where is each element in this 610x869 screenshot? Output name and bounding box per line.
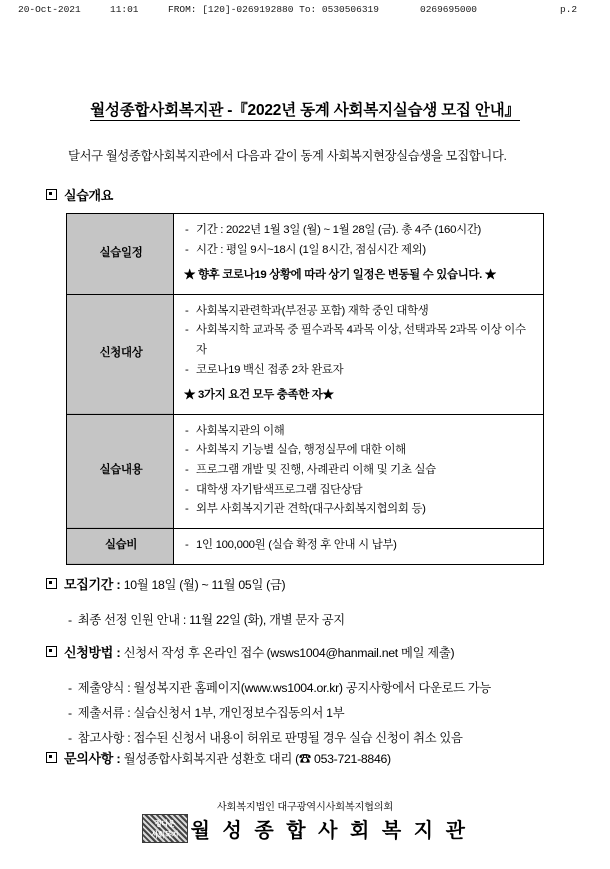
dash-marker: - [68, 681, 72, 695]
section-heading-period [46, 574, 285, 593]
list-item: - 1인 100,000원 (실습 확정 후 안내 시 납부) [184, 536, 535, 556]
row-note-target: ★ 3가지 요건 모두 충족한 자★ [184, 389, 334, 402]
list-item: - 사회복지관의 이해 [184, 422, 535, 442]
page-title-text: 월성종합사회복지관 -『2022년 동계 사회복지실습생 모집 안내』 [90, 102, 520, 119]
apply-sub-item-1 [68, 678, 491, 696]
list-item: - 사회복지관련학과(부전공 포함) 재학 중인 대학생 [184, 302, 535, 322]
logo-badge-line1: 정다운 [154, 819, 175, 828]
row-body-fee [174, 528, 544, 564]
fax-from: FROM: [120]-0269192880 To: 0530506319 [168, 4, 379, 15]
section-heading-contact [46, 748, 391, 767]
section-heading-period-label: 모집기간 : [64, 577, 121, 592]
square-bullet-icon [46, 189, 57, 200]
table-row [67, 414, 544, 528]
section-heading-overview-label: 실습개요 [64, 188, 114, 203]
fax-time: 11:01 [110, 4, 139, 15]
apply-sub-item-3-text: 참고사항 : 접수된 신청서 내용이 허위로 판명될 경우 실습 신청이 취소 있음 [77, 731, 463, 745]
period-sub-item-1 [68, 610, 345, 628]
row-body-schedule [174, 214, 544, 295]
list-item: - 기간 : 2022년 1월 3일 (월) ~ 1월 28일 (금). 총 4주 (160시간) [184, 221, 535, 241]
organization-name: 월 성 종 합 사 회 복 지 관 [190, 820, 469, 842]
fax-number: 0269695000 [420, 4, 478, 15]
row-label-target: 신청대상 [67, 294, 174, 414]
table-row [67, 294, 544, 414]
list-item: - 사회복지학 교과목 중 필수과목 4과목 이상, 선택과목 2과목 이상 이수자 [184, 321, 535, 360]
square-bullet-icon [46, 646, 57, 657]
section-apply-value: 신청서 작성 후 온라인 접수 (wsws1004@hanmail.net 메일 제출) [123, 646, 455, 660]
square-bullet-icon [46, 752, 57, 763]
page-title [0, 98, 610, 120]
list-item: - 프로그램 개발 및 진행, 사례관리 이해 및 기초 실습 [184, 461, 535, 481]
list-item: - 코로나19 백신 접종 2차 완료자 [184, 361, 535, 381]
row-label-schedule: 실습일정 [67, 214, 174, 295]
table-row [67, 214, 544, 295]
row-body-target [174, 294, 544, 414]
apply-sub-item-3 [68, 728, 463, 746]
section-heading-contact-label: 문의사항 : [64, 751, 121, 766]
section-heading-overview [46, 185, 113, 204]
logo-badge-line2: 사회복지 [151, 830, 179, 839]
apply-sub-item-2 [68, 703, 344, 721]
dash-marker: - [68, 731, 72, 745]
section-period-value: 10월 18일 (월) ~ 11월 05일 (금) [123, 578, 286, 592]
section-heading-apply-label: 신청방법 : [64, 645, 121, 660]
list-item: - 외부 사회복지기관 견학(대구사회복지협의회 등) [184, 500, 535, 520]
document-page [0, 30, 610, 869]
dash-marker: - [68, 613, 72, 627]
list-item: - 사회복지 기능별 실습, 행정실무에 대한 이해 [184, 441, 535, 461]
list-item: - 대학생 자기탐색프로그램 집단상담 [184, 481, 535, 501]
footer-corporation-line: 사회복지법인 대구광역시사회복지협의회 [216, 802, 394, 813]
row-note-schedule: ★ 향후 코로나19 상황에 따라 상기 일정은 변동될 수 있습니다. ★ [184, 269, 496, 282]
intro-paragraph: 달서구 월성종합사회복지관에서 다음과 같이 동계 사회복지현장실습생을 모집합니다. [68, 149, 507, 163]
section-contact-value: 월성종합사회복지관 성환호 대리 (☎ 053-721-8846) [123, 752, 391, 766]
table-row [67, 528, 544, 564]
period-sub-item-1-text: 최종 선정 인원 안내 : 11월 22일 (화), 개별 문자 공지 [77, 613, 345, 627]
organization-logo-icon [142, 814, 188, 843]
row-label-fee: 실습비 [67, 528, 174, 564]
dash-marker: - [68, 706, 72, 720]
section-heading-apply [46, 642, 454, 661]
overview-table [66, 213, 544, 565]
list-item: - 시간 : 평일 9시~18시 (1일 8시간, 점심시간 제외) [184, 241, 535, 261]
apply-sub-item-2-text: 제출서류 : 실습신청서 1부, 개인정보수집동의서 1부 [77, 706, 345, 720]
apply-sub-item-1-text: 제출양식 : 월성복지관 홈페이지(www.ws1004.or.kr) 공지사항에서 다운로드 가능 [77, 681, 491, 695]
square-bullet-icon [46, 578, 57, 589]
footer-logo-row [0, 814, 610, 843]
fax-date: 20-Oct-2021 [18, 4, 81, 15]
row-body-content [174, 414, 544, 528]
row-label-content: 실습내용 [67, 414, 174, 528]
fax-header [0, 4, 610, 20]
fax-page: p.2 [560, 4, 578, 15]
